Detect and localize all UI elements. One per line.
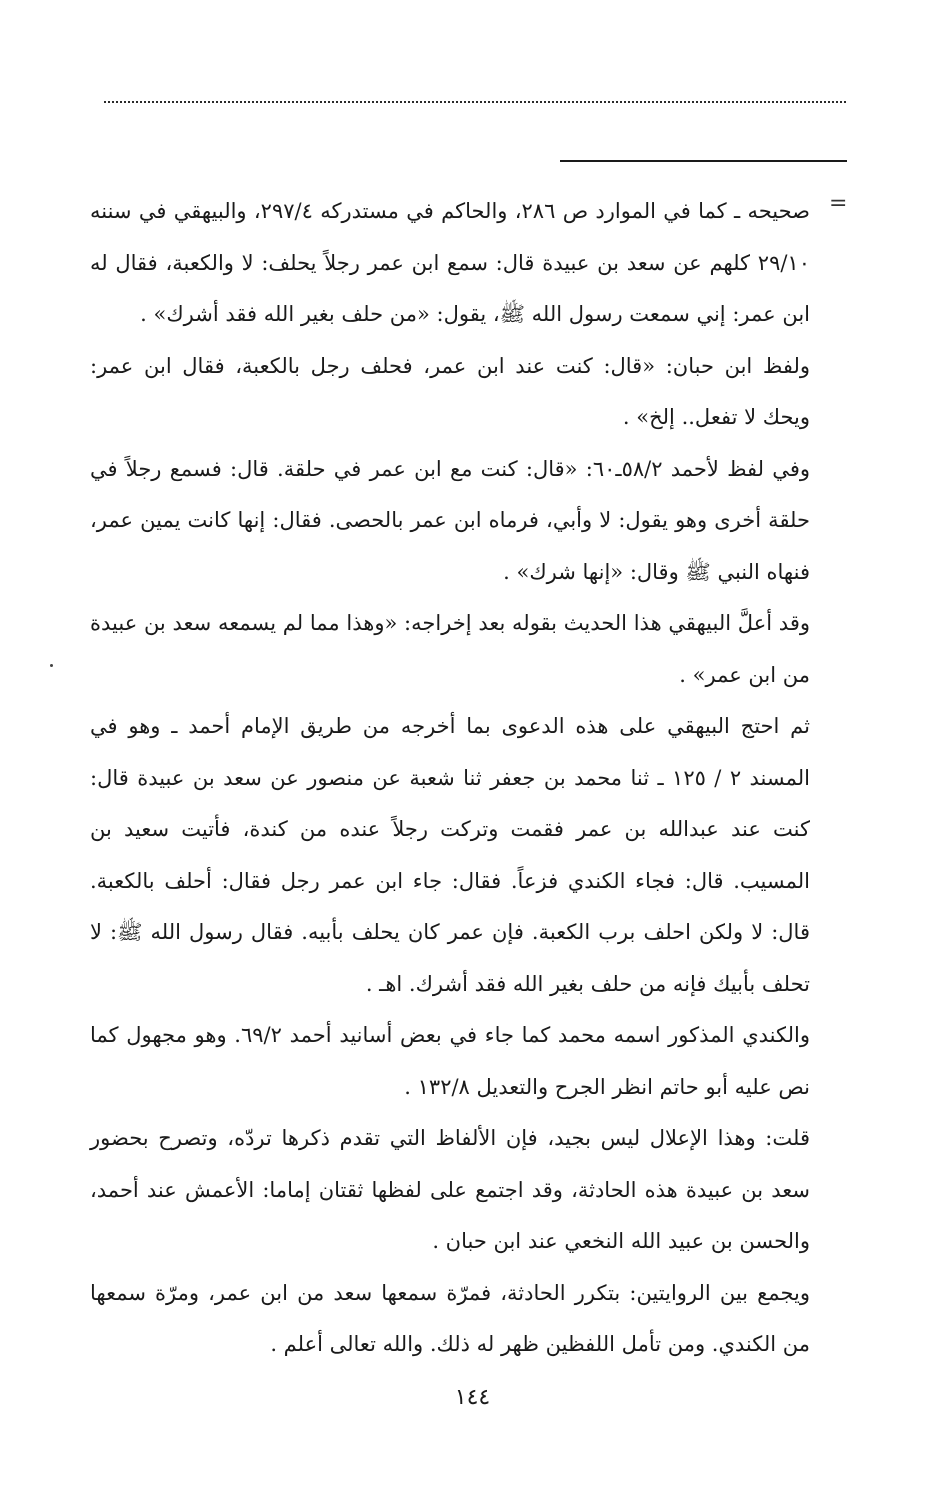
footnote-paragraph: وفي لفظ لأحمد ٥٨/٢ـ٦٠: «قال: كنت مع ابن عمر في حلقة. قال: فسمع رجلاً في حلقة أخرى وهو يقول: لا وأبي، فرماه ابن عمر بالحصى. فقال: إنها كانت يمين عمر، فنهاه النبي ﷺ وقال: «إنها شرك» . bbox=[90, 456, 810, 584]
footnote-paragraph: وقد أعلَّ البيهقي هذا الحديث بقوله بعد إخراجه: «وهذا مما لم يسمعه سعد بن عبيدة من ابن عمر» . bbox=[90, 611, 810, 687]
footnote-paragraph: صحيحه ـ كما في الموارد ص ٢٨٦، والحاكم في مستدركه ٢٩٧/٤، والبيهقي في سننه ٢٩/١٠ كلهم عن سعد بن عبيدة قال: سمع ابن عمر رجلاً يحلف: لا والكعبة، فقال له ابن عمر: إني سمعت رسول الله ﷺ، يقول: «من حلف بغير الله فقد أشرك» . bbox=[90, 199, 811, 326]
footnote-paragraph: ولفظ ابن حبان: «قال: كنت عند ابن عمر، فحلف رجل بالكعبة، فقال ابن عمر: ويحك لا تفعل.. إلخ» . bbox=[90, 353, 810, 429]
header-dotted-rule bbox=[104, 101, 846, 103]
footnote-paragraph: ويجمع بين الروايتين: بتكرر الحادثة، فمرّة سمعها سعد من ابن عمر، ومرّة سمعها من الكندي. ومن تأمل اللفظين ظهر له ذلك. والله تعالى أعلم . bbox=[90, 1280, 810, 1356]
footnote-separator-rule bbox=[560, 160, 847, 162]
margin-speck bbox=[50, 664, 53, 667]
footnote-body bbox=[90, 186, 810, 1371]
footnote-paragraph: قلت: وهذا الإعلال ليس بجيد، فإن الألفاظ التي تقدم ذكرها تردّه، وتصرح بحضور سعد بن عبيدة هذه الحادثة، وقد اجتمع على لفظها ثقتان إماما: الأعمش عند أحمد، والحسن بن عبيد الله النخعي عند ابن حبان . bbox=[90, 1126, 810, 1253]
continuation-mark: = bbox=[829, 191, 848, 216]
footnote-paragraph: ثم احتج البيهقي على هذه الدعوى بما أخرجه من طريق الإمام أحمد ـ وهو في المسند ٢ / ١٢٥ ـ ثنا محمد بن جعفر ثنا شعبة عن منصور عن سعد بن عبيدة قال: كنت عند عبدالله بن عمر فقمت وتركت رجلاً عنده من كندة، فأتيت سعيد بن المسيب. قال: فجاء الكندي فزعاً. فقال: جاء ابن عمر رجل فقال: أحلف بالكعبة. قال: لا ولكن احلف برب الكعبة. فإن عمر كان يحلف بأبيه. فقال رسول الله ﷺ: لا تحلف بأبيك فإنه من حلف بغير الله فقد أشرك. اهـ . bbox=[90, 714, 810, 996]
footnote-paragraph: والكندي المذكور اسمه محمد كما جاء في بعض أسانيد أحمد ٦٩/٢. وهو مجهول كما نص عليه أبو حاتم انظر الجرح والتعديل ١٣٢/٨ . bbox=[90, 1023, 810, 1099]
page-number: ١٤٤ bbox=[454, 1385, 491, 1410]
